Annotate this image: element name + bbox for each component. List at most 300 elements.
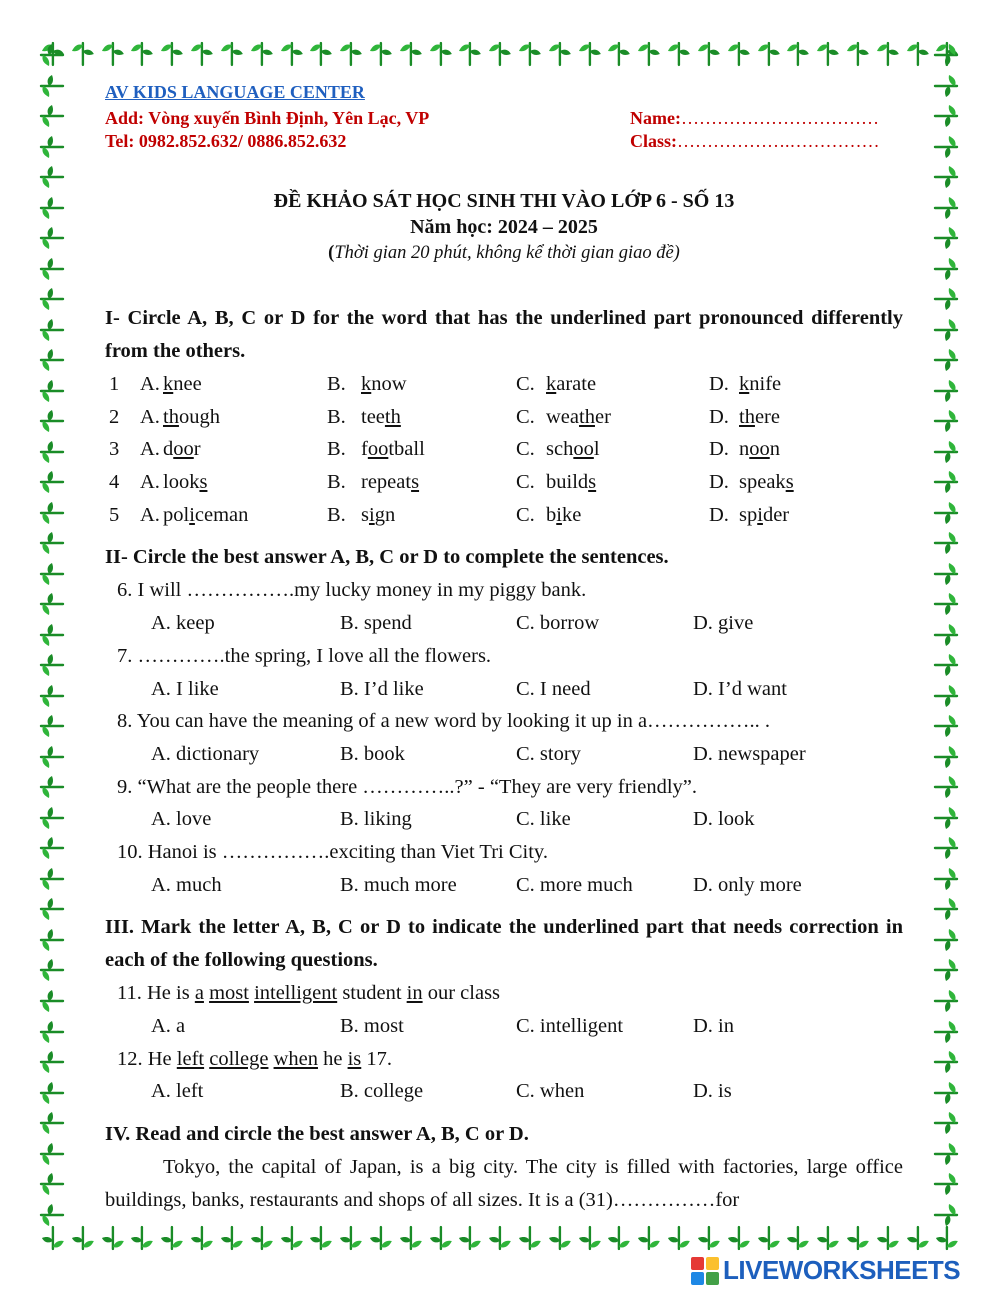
answer-option[interactable]: B. college <box>340 1080 424 1103</box>
leaf-sprig-icon <box>933 1169 963 1199</box>
word-suffix: nife <box>749 373 782 395</box>
option-word[interactable] <box>739 401 780 434</box>
underlined-part: s <box>588 471 597 494</box>
leaf-sprig-icon <box>933 742 963 772</box>
underlined-part: k <box>361 373 372 395</box>
section-3-questions <box>105 977 903 1108</box>
leaf-sprig-icon <box>35 589 65 619</box>
question-number: 4 <box>109 471 120 494</box>
word-suffix: ceman <box>194 503 249 526</box>
leaf-sprig-icon <box>247 37 277 67</box>
leaf-sprig-icon <box>157 1225 187 1255</box>
word-suffix: arate <box>556 373 597 395</box>
leaf-sprig-icon <box>127 37 157 67</box>
paren-close: ) <box>673 243 680 263</box>
leaf-sprig-icon <box>933 284 963 314</box>
answer-options <box>105 607 903 640</box>
reading-passage <box>105 1151 903 1217</box>
underlined-part: k <box>546 373 557 395</box>
underlined-part: college <box>209 1047 269 1070</box>
option-letter: D. <box>709 373 729 395</box>
option-letter: D. <box>709 503 729 526</box>
leaf-sprig-icon <box>664 37 694 67</box>
leaf-sprig-icon <box>933 315 963 345</box>
leaf-sprig-icon <box>247 1225 277 1255</box>
leaf-sprig-icon <box>35 559 65 589</box>
liveworksheets-watermark <box>691 1255 960 1286</box>
word-suffix: nee <box>173 373 202 395</box>
word-prefix: s <box>361 503 369 526</box>
address: Add: Vòng xuyến Bình Định, Yên Lạc, VP <box>105 108 430 128</box>
option-letter: D. <box>709 471 729 494</box>
leaf-sprig-icon <box>933 254 963 284</box>
word-suffix: ough <box>178 405 220 428</box>
leaf-sprig-icon <box>933 223 963 253</box>
question-text: 7. ………….the spring, I love all the flowers. <box>117 644 492 667</box>
leaf-sprig-icon <box>843 1225 873 1255</box>
leaf-sprig-icon <box>485 1225 515 1255</box>
leaf-sprig-icon <box>68 37 98 67</box>
leaf-sprig-icon <box>35 833 65 863</box>
option-word[interactable] <box>361 368 407 401</box>
word-prefix: sp <box>739 503 758 526</box>
leaf-sprig-icon <box>694 37 724 67</box>
underlined-part: k <box>163 373 174 395</box>
word-prefix: tee <box>361 405 385 428</box>
leaf-sprig-icon <box>187 37 217 67</box>
leaf-sprig-icon <box>933 1108 963 1138</box>
word-prefix: f <box>361 438 368 461</box>
option-word[interactable] <box>739 368 781 401</box>
word-suffix: ere <box>754 405 780 428</box>
leaf-sprig-icon <box>933 71 963 101</box>
answer-option[interactable]: A. much <box>151 873 222 896</box>
option-letter: B. <box>327 405 346 428</box>
leaf-sprig-icon <box>35 1017 65 1047</box>
answer-option[interactable]: B. liking <box>340 808 412 831</box>
leaf-sprig-icon <box>455 37 485 67</box>
sentence-fragment: our class <box>422 982 501 1005</box>
underlined-part: oo <box>573 438 594 461</box>
word-suffix: tball <box>388 438 425 461</box>
leaf-sprig-icon <box>694 1225 724 1255</box>
leaf-sprig-icon <box>306 1225 336 1255</box>
leaf-sprig-icon <box>35 132 65 162</box>
answer-option[interactable]: A. a <box>151 1015 186 1037</box>
leaf-sprig-icon <box>35 193 65 223</box>
underlined-part: in <box>406 982 423 1005</box>
leaf-sprig-icon <box>426 37 456 67</box>
leaf-sprig-icon <box>933 803 963 833</box>
option-letter: C. <box>516 405 535 428</box>
answer-option[interactable]: D. give <box>693 612 754 635</box>
pronunciation-row <box>105 499 903 532</box>
leaf-sprig-icon <box>35 254 65 284</box>
option-letter: D. <box>709 405 729 428</box>
leaf-sprig-icon <box>127 1225 157 1255</box>
word-prefix: b <box>546 503 557 526</box>
question-text: 9. “What are the people there …………..?” - “They are very friendly”. <box>117 775 697 798</box>
underlined-part: s <box>199 471 208 494</box>
answer-option[interactable]: B. most <box>340 1015 404 1037</box>
name-field[interactable]: …………………………… <box>680 108 879 128</box>
option-word[interactable] <box>361 401 401 434</box>
leaf-sprig-icon <box>35 284 65 314</box>
word-suffix: l <box>593 438 600 461</box>
leaf-sprig-icon <box>35 528 65 558</box>
leaf-sprig-icon <box>933 681 963 711</box>
word-suffix: r <box>193 438 201 461</box>
leaf-sprig-icon <box>933 559 963 589</box>
leaf-sprig-icon <box>366 37 396 67</box>
underlined-part: i <box>368 503 375 526</box>
option-word[interactable] <box>739 499 789 532</box>
underlined-part: is <box>347 1047 362 1070</box>
answer-option[interactable]: B. I’d like <box>340 677 424 700</box>
underlined-part: th <box>163 405 179 428</box>
option-letter: B. <box>327 503 346 526</box>
underlined-part: intelligent <box>254 982 338 1005</box>
leaf-sprig-icon <box>366 1225 396 1255</box>
leaf-sprig-icon <box>35 437 65 467</box>
leaf-sprig-icon <box>98 1225 128 1255</box>
underlined-part: i <box>556 503 562 526</box>
answer-option[interactable]: C. borrow <box>516 612 600 635</box>
option-letter: A. <box>140 471 160 494</box>
pronunciation-row <box>105 368 903 401</box>
option-letter: C. <box>516 373 535 395</box>
pronunciation-row <box>105 433 903 466</box>
section-3-heading: III. Mark the letter A, B, C or D to indicate the underlined part that needs correction in each of the following questions. <box>105 916 903 972</box>
class-line <box>630 131 880 152</box>
leaf-sprig-icon <box>306 37 336 67</box>
leaf-sprig-icon <box>35 467 65 497</box>
option-word[interactable] <box>361 499 395 532</box>
leaf-sprig-icon <box>783 1225 813 1255</box>
answer-option[interactable]: C. story <box>516 742 581 765</box>
option-letter: B. <box>327 373 346 395</box>
leaf-sprig-icon <box>515 1225 545 1255</box>
leaf-sprig-icon <box>933 1078 963 1108</box>
answer-option[interactable]: A. keep <box>151 612 215 635</box>
answer-option[interactable]: D. newspaper <box>693 742 806 765</box>
option-letter: C. <box>516 471 535 494</box>
school-year: Năm học: 2024 – 2025 <box>410 216 598 238</box>
answer-option[interactable]: D. only more <box>693 873 802 896</box>
leaf-sprig-icon <box>35 40 65 70</box>
option-word[interactable] <box>361 466 419 499</box>
leaf-sprig-icon <box>35 315 65 345</box>
underlined-part: oo <box>173 438 194 461</box>
underlined-part: i <box>189 503 195 526</box>
leaf-sprig-icon <box>68 1225 98 1255</box>
leaf-sprig-icon <box>933 467 963 497</box>
answer-option[interactable]: A. left <box>151 1080 204 1103</box>
leaf-sprig-icon <box>634 37 664 67</box>
leaf-sprig-icon <box>933 193 963 223</box>
title-block <box>105 188 903 266</box>
telephone: Tel: 0982.852.632/ 0886.852.632 <box>105 131 347 151</box>
leaf-sprig-icon <box>933 528 963 558</box>
name-line <box>630 108 879 129</box>
leaf-sprig-icon <box>35 711 65 741</box>
leaf-sprig-icon <box>187 1225 217 1255</box>
leaf-sprig-icon <box>35 864 65 894</box>
option-word[interactable] <box>163 499 248 532</box>
word-suffix: ke <box>561 503 582 526</box>
leaf-sprig-icon <box>724 37 754 67</box>
leaf-sprig-icon <box>35 376 65 406</box>
answer-option[interactable]: C. I need <box>516 677 591 700</box>
leaf-sprig-icon <box>813 37 843 67</box>
leaf-sprig-icon <box>545 1225 575 1255</box>
leaf-sprig-icon <box>604 1225 634 1255</box>
underlined-part: a <box>194 982 204 1005</box>
question-number: 3 <box>109 438 120 461</box>
worksheet <box>105 82 903 1217</box>
leaf-sprig-icon <box>933 345 963 375</box>
answer-option[interactable]: A. love <box>151 808 212 831</box>
leaf-sprig-icon <box>217 37 247 67</box>
answer-options <box>105 869 903 902</box>
sentence-fragment: 12. He <box>117 1047 177 1070</box>
leaf-sprig-icon <box>35 986 65 1016</box>
underlined-part: most <box>209 982 249 1005</box>
word-suffix: gn <box>374 503 396 526</box>
underlined-part: th <box>739 405 755 428</box>
word-prefix: sch <box>546 438 574 461</box>
option-word[interactable] <box>546 433 600 466</box>
leaf-sprig-icon <box>35 1108 65 1138</box>
answer-option[interactable]: A. I like <box>151 677 219 700</box>
word-prefix: wea <box>546 405 580 428</box>
question-text: 10. Hanoi is …………….exciting than Viet Tri City. <box>117 840 548 863</box>
name-label: Name: <box>630 108 681 128</box>
answer-option[interactable]: D. look <box>693 808 755 831</box>
time-note <box>105 240 903 266</box>
sentence-fragment: he <box>317 1047 348 1070</box>
logo-square <box>691 1272 704 1285</box>
leaf-sprig-icon <box>933 589 963 619</box>
question-number: 1 <box>109 373 120 395</box>
leaf-sprig-icon <box>35 162 65 192</box>
leaf-sprig-icon <box>35 101 65 131</box>
section-2-questions <box>105 574 903 901</box>
leaf-sprig-icon <box>933 864 963 894</box>
leaf-sprig-icon <box>933 132 963 162</box>
word-suffix: now <box>371 373 407 395</box>
leaf-sprig-icon <box>604 37 634 67</box>
leaf-sprig-icon <box>783 37 813 67</box>
leaf-sprig-icon <box>545 37 575 67</box>
leaf-sprig-icon <box>35 742 65 772</box>
leaf-sprig-icon <box>933 711 963 741</box>
leaf-sprig-icon <box>396 37 426 67</box>
leaf-sprig-icon <box>35 681 65 711</box>
option-letter: B. <box>327 471 346 494</box>
leaf-sprig-icon <box>35 223 65 253</box>
leaf-sprig-icon <box>35 406 65 436</box>
class-field[interactable]: ……………….…………… <box>677 131 880 151</box>
leaf-sprig-icon <box>98 37 128 67</box>
underlined-part: s <box>785 471 794 494</box>
leaf-sprig-icon <box>575 37 605 67</box>
option-word[interactable] <box>546 401 611 434</box>
leaf-sprig-icon <box>35 1200 65 1230</box>
option-letter: A. <box>140 405 160 428</box>
word-prefix: d <box>163 438 174 461</box>
option-word[interactable] <box>163 466 207 499</box>
leaf-sprig-icon <box>35 1169 65 1199</box>
answer-option[interactable]: C. when <box>516 1080 585 1103</box>
option-word[interactable] <box>546 368 596 401</box>
class-label: Class: <box>630 131 678 151</box>
answer-options <box>105 738 903 771</box>
leaf-sprig-icon <box>754 1225 784 1255</box>
leaf-sprig-icon <box>933 772 963 802</box>
sentence-fragment: 11. He is <box>117 982 195 1005</box>
leaf-sprig-icon <box>35 803 65 833</box>
leaf-sprig-icon <box>277 37 307 67</box>
leaf-sprig-icon <box>35 772 65 802</box>
leaf-sprig-icon <box>575 1225 605 1255</box>
option-word[interactable] <box>163 401 220 434</box>
paren-open: ( <box>328 243 335 263</box>
leaf-sprig-icon <box>813 1225 843 1255</box>
answer-option[interactable]: C. like <box>516 808 571 831</box>
option-word[interactable] <box>739 466 794 499</box>
option-word[interactable] <box>361 433 425 466</box>
answer-option[interactable]: B. book <box>340 742 405 765</box>
leaf-sprig-icon <box>933 1017 963 1047</box>
leaf-sprig-icon <box>933 986 963 1016</box>
pronunciation-row <box>105 466 903 499</box>
leaf-sprig-icon <box>933 1200 963 1230</box>
question-number: 5 <box>109 503 120 526</box>
answer-options <box>105 673 903 706</box>
underlined-part: th <box>579 405 595 428</box>
answer-option[interactable]: A. dictionary <box>151 742 260 765</box>
section-2-heading: II- Circle the best answer A, B, C or D to complete the sentences. <box>105 546 669 569</box>
leaf-sprig-icon <box>873 37 903 67</box>
leaf-sprig-icon <box>933 162 963 192</box>
pronunciation-row <box>105 401 903 434</box>
leaf-sprig-icon <box>933 650 963 680</box>
leaf-sprig-icon <box>933 376 963 406</box>
sentence-fragment: student <box>337 982 407 1005</box>
question-number: 2 <box>109 405 120 428</box>
liveworksheets-logo-icon <box>691 1257 719 1285</box>
word-prefix: build <box>546 471 589 494</box>
word-prefix: repeat <box>361 471 412 494</box>
word-suffix: er <box>594 405 611 428</box>
leaf-sprig-icon <box>933 620 963 650</box>
option-word[interactable] <box>546 499 581 532</box>
question-text: 6. I will …………….my lucky money in my piggy bank. <box>117 579 587 602</box>
leaf-sprig-icon <box>277 1225 307 1255</box>
leaf-sprig-icon <box>843 37 873 67</box>
underlined-part: k <box>739 373 750 395</box>
answer-option[interactable]: D. I’d want <box>693 677 787 700</box>
sentence-fragment: 17. <box>361 1047 393 1070</box>
section-4-heading: IV. Read and circle the best answer A, B, C or D. <box>105 1123 529 1146</box>
option-word[interactable] <box>163 433 201 466</box>
option-letter: D. <box>709 438 729 461</box>
header <box>105 82 903 154</box>
logo-square <box>706 1272 719 1285</box>
leaf-sprig-icon <box>157 37 187 67</box>
answer-option[interactable]: B. spend <box>340 612 412 635</box>
leaf-sprig-icon <box>35 620 65 650</box>
answer-option[interactable]: D. in <box>693 1015 734 1037</box>
answer-option[interactable]: C. intelligent <box>516 1015 624 1037</box>
leaf-sprig-icon <box>933 1139 963 1169</box>
leaf-sprig-icon <box>35 1047 65 1077</box>
liveworksheets-brand: LIVEWORKSHEETS <box>723 1255 961 1285</box>
leaf-sprig-icon <box>515 37 545 67</box>
passage-text: Tokyo, the capital of Japan, is a big city. The city is filled with factories, large office buildings, banks, restaurants and shops of all sizes. It is a (31)……………for <box>105 1156 903 1212</box>
leaf-sprig-icon <box>35 1078 65 1108</box>
leaf-sprig-icon <box>933 833 963 863</box>
leaf-sprig-icon <box>933 40 963 70</box>
option-letter: C. <box>516 438 535 461</box>
logo-square <box>691 1257 704 1270</box>
leaf-sprig-icon <box>873 1225 903 1255</box>
leaf-sprig-icon <box>933 406 963 436</box>
word-suffix: n <box>769 438 780 461</box>
word-prefix: look <box>163 471 200 494</box>
option-letter: A. <box>140 438 160 461</box>
answer-options <box>105 1010 903 1043</box>
leaf-sprig-icon <box>933 101 963 131</box>
underlined-part: left <box>176 1047 205 1070</box>
leaf-sprig-icon <box>35 650 65 680</box>
time-note-text: Thời gian 20 phút, không kể thời gian giao đề <box>334 243 674 263</box>
question-text <box>105 1043 903 1076</box>
leaf-sprig-icon <box>933 498 963 528</box>
answer-option[interactable]: C. more much <box>516 873 633 896</box>
logo-square <box>706 1257 719 1270</box>
answer-option[interactable]: D. is <box>693 1080 732 1103</box>
word-prefix: speak <box>739 471 786 494</box>
word-suffix: der <box>762 503 790 526</box>
word-prefix: pol <box>163 503 190 526</box>
leaf-sprig-icon <box>35 498 65 528</box>
option-word[interactable] <box>739 433 780 466</box>
leaf-sprig-icon <box>933 955 963 985</box>
leaf-sprig-icon <box>455 1225 485 1255</box>
option-word[interactable] <box>163 368 202 401</box>
leaf-sprig-icon <box>933 1047 963 1077</box>
option-word[interactable] <box>546 466 596 499</box>
option-letter: B. <box>327 438 346 461</box>
leaf-sprig-icon <box>336 37 366 67</box>
leaf-sprig-icon <box>336 1225 366 1255</box>
leaf-sprig-icon <box>35 71 65 101</box>
border-left <box>28 40 72 1230</box>
section-1-heading: I- Circle A, B, C or D for the word that has the underlined part pronounced differently from the others. <box>105 307 903 362</box>
underlined-part: s <box>411 471 420 494</box>
leaf-sprig-icon <box>634 1225 664 1255</box>
option-letter: C. <box>516 503 535 526</box>
answer-option[interactable]: B. much more <box>340 873 457 896</box>
border-top <box>38 30 962 74</box>
underlined-part: when <box>273 1047 318 1070</box>
leaf-sprig-icon <box>754 37 784 67</box>
leaf-sprig-icon <box>664 1225 694 1255</box>
leaf-sprig-icon <box>724 1225 754 1255</box>
option-letter: A. <box>140 503 160 526</box>
